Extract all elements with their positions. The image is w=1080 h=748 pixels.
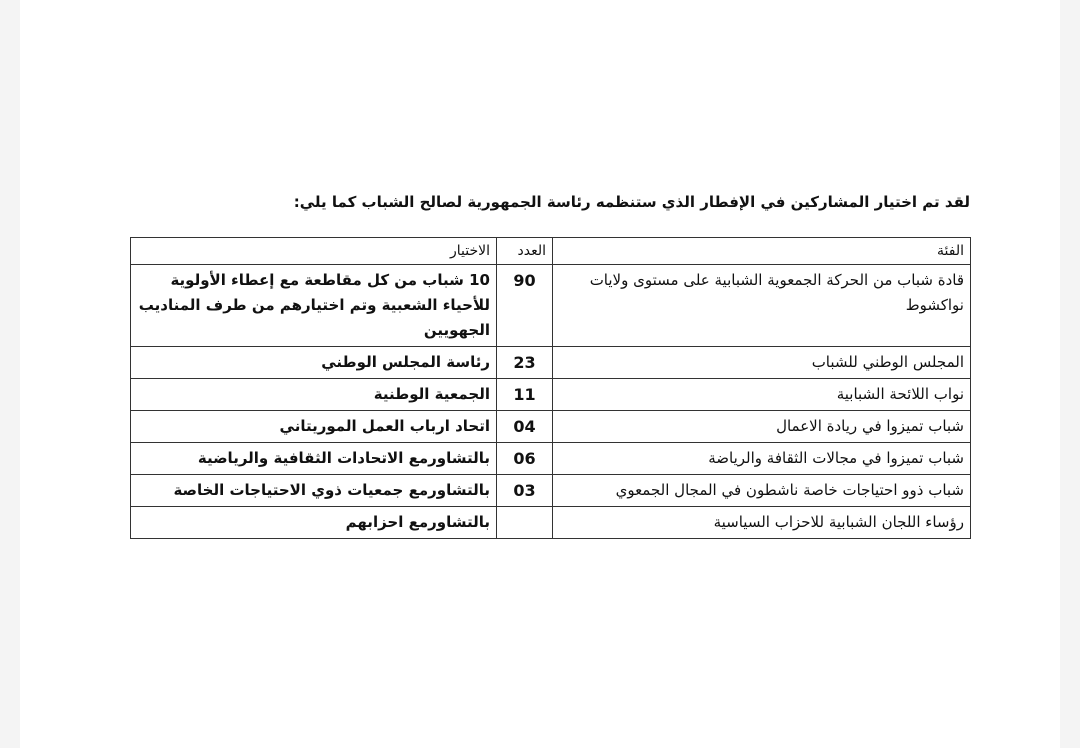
row-category: شباب ذوو احتياجات خاصة ناشطون في المجال الجمعوي [553,475,971,507]
table-row [131,443,971,475]
table-row [131,379,971,411]
participants-table [130,237,971,539]
table-row [131,475,971,507]
row-selection: رئاسة المجلس الوطني [131,347,497,379]
intro-text: لقد تم اختيار المشاركين في الإفطار الذي ستنظمه رئاسة الجمهورية لصالح الشباب كما يلي: [293,193,970,211]
row-category: نواب اللائحة الشبابية [553,379,971,411]
row-selection: بالتشاورمع جمعيات ذوي الاحتياجات الخاصة [131,475,497,507]
row-count: 06 [497,443,553,475]
row-category: رؤساء اللجان الشبابية للاحزاب السياسية [553,507,971,539]
row-selection: اتحاد ارباب العمل الموريتاني [131,411,497,443]
row-count: 04 [497,411,553,443]
row-category: قادة شباب من الحركة الجمعوية الشبابية على مستوى ولايات نواكشوط [553,265,971,347]
row-selection: الجمعية الوطنية [131,379,497,411]
row-count [497,507,553,539]
header-category: الفئة [553,238,971,265]
header-selection: الاختيار [131,238,497,265]
document-page [20,0,1060,748]
row-selection: 10 شباب من كل مقاطعة مع إعطاء الأولوية للأحياء الشعبية وتم اختيارهم من طرف المناديب الجهويين [131,265,497,347]
row-selection: بالتشاورمع الاتحادات الثقافية والرياضية [131,443,497,475]
header-count: العدد [497,238,553,265]
row-category: المجلس الوطني للشباب [553,347,971,379]
row-selection: بالتشاورمع احزابهم [131,507,497,539]
row-category: شباب تميزوا في ريادة الاعمال [553,411,971,443]
table-header-row [131,238,971,265]
table-row [131,411,971,443]
row-count: 03 [497,475,553,507]
table-row [131,507,971,539]
row-count: 90 [497,265,553,347]
table-row [131,265,971,347]
row-count: 23 [497,347,553,379]
row-category: شباب تميزوا في مجالات الثقافة والرياضة [553,443,971,475]
row-count: 11 [497,379,553,411]
table-row [131,347,971,379]
